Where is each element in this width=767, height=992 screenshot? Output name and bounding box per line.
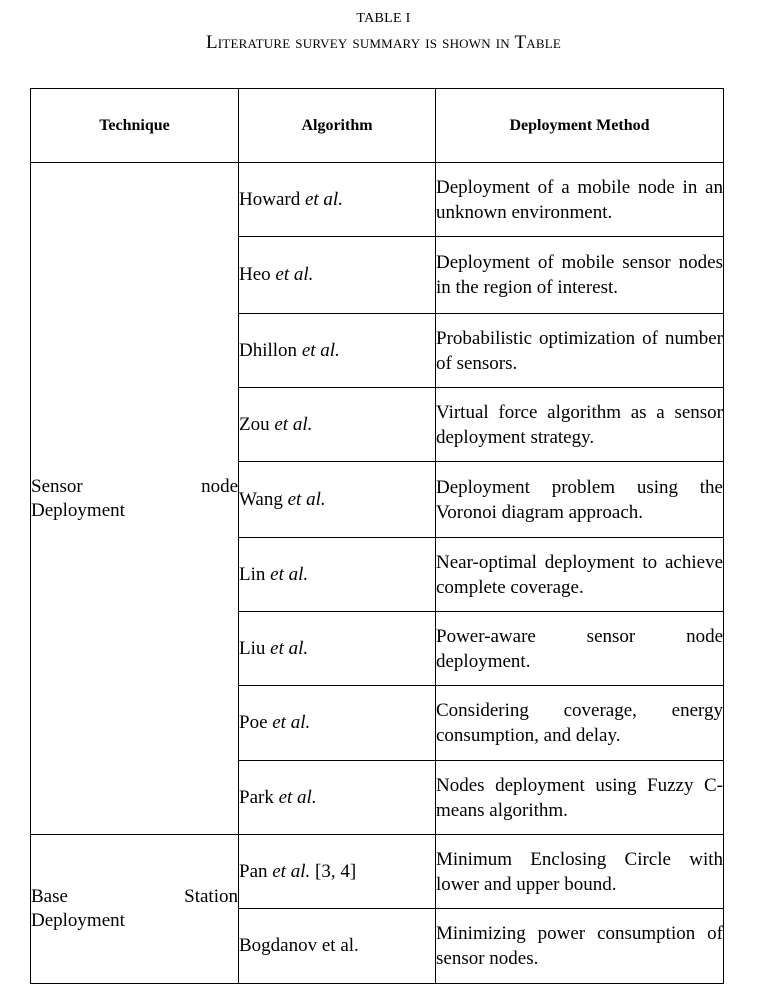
deployment-method-cell xyxy=(436,612,724,686)
deployment-method-cell xyxy=(436,462,724,538)
algorithm-etal: et al. xyxy=(270,563,309,585)
technique-label xyxy=(31,885,238,933)
deployment-method-cell xyxy=(436,314,724,388)
deployment-method-text: Deployment of a mobile node in an unknown environment. xyxy=(436,176,723,223)
algorithm-author: Howard xyxy=(239,188,301,210)
algorithm-author: Poe xyxy=(239,712,268,733)
technique-line-1 xyxy=(31,885,238,909)
algorithm-author: Bogdanov et al. xyxy=(239,935,359,956)
algorithm-cell xyxy=(239,909,436,984)
algorithm-etal: et al. xyxy=(272,712,311,733)
algorithm-cell xyxy=(239,388,436,462)
algorithm-reference: [3, 4] xyxy=(315,860,357,882)
technique-line-1 xyxy=(31,475,238,499)
algorithm-cell xyxy=(239,761,436,835)
deployment-method-cell xyxy=(436,538,724,612)
algorithm-cell xyxy=(239,538,436,612)
technique-word-2: node xyxy=(201,475,238,497)
algorithm-etal: et al. xyxy=(287,488,326,510)
algorithm-cell xyxy=(239,835,436,909)
algorithm-author: Lin xyxy=(239,563,266,585)
deployment-method-text: Probabilistic optimization of number of sensors. xyxy=(436,327,723,374)
deployment-method-text: Deployment problem using the Voronoi diagram approach. xyxy=(436,476,723,523)
deployment-method-cell xyxy=(436,909,724,984)
algorithm-cell xyxy=(239,462,436,538)
deployment-method-text: Near-optimal deployment to achieve complete coverage. xyxy=(436,551,723,598)
algorithm-author: Liu xyxy=(239,637,266,659)
technique-line-2: Deployment xyxy=(31,910,125,931)
deployment-method-cell xyxy=(436,163,724,237)
technique-word-2: Station xyxy=(184,886,238,907)
algorithm-etal: et al. xyxy=(278,786,317,808)
algorithm-cell xyxy=(239,237,436,314)
technique-word-1: Sensor xyxy=(31,475,83,497)
deployment-method-text: Considering coverage, energy consumption, and delay. xyxy=(436,700,723,746)
deployment-method-cell xyxy=(436,835,724,909)
algorithm-etal: et al. xyxy=(301,339,340,361)
algorithm-author: Heo xyxy=(239,264,271,285)
algorithm-cell xyxy=(239,612,436,686)
technique-label xyxy=(31,475,238,523)
deployment-method-text: Minimizing power consumption of sensor nodes. xyxy=(436,923,723,969)
table-number: TABLE I xyxy=(356,11,411,26)
header-technique: Technique xyxy=(31,89,239,163)
deployment-method-cell xyxy=(436,388,724,462)
table-body xyxy=(31,163,724,984)
deployment-method-text: Deployment of mobile sensor nodes in the region of interest. xyxy=(436,252,723,298)
technique-cell xyxy=(31,835,239,984)
algorithm-author: Pan xyxy=(239,860,268,882)
deployment-method-text: Nodes deployment using Fuzzy C- means algorithm. xyxy=(436,774,723,821)
literature-survey-table xyxy=(30,88,724,984)
algorithm-author: Wang xyxy=(239,488,283,510)
deployment-method-cell xyxy=(436,237,724,314)
technique-cell xyxy=(31,163,239,835)
header-row xyxy=(31,89,724,163)
table-title: Literature survey summary is shown in Table xyxy=(205,32,562,53)
algorithm-cell xyxy=(239,314,436,388)
algorithm-etal: et al. xyxy=(272,860,311,882)
deployment-method-text: Virtual force algorithm as a sensor deployment strategy. xyxy=(436,401,723,448)
algorithm-cell xyxy=(239,686,436,761)
deployment-method-text: Power-aware sensor node deployment. xyxy=(436,625,723,672)
technique-line-2: Deployment xyxy=(31,499,125,521)
header-deployment-method: Deployment Method xyxy=(436,89,724,163)
algorithm-etal: et al. xyxy=(270,637,309,659)
algorithm-etal: et al. xyxy=(304,188,343,210)
algorithm-cell xyxy=(239,163,436,237)
deployment-method-cell xyxy=(436,761,724,835)
technique-word-1: Base xyxy=(31,886,68,907)
algorithm-author: Dhillon xyxy=(239,339,298,361)
deployment-method-text: Minimum Enclosing Circle with lower and upper bound. xyxy=(436,848,723,895)
header-algorithm: Algorithm xyxy=(239,89,436,163)
algorithm-etal: et al. xyxy=(274,413,313,435)
algorithm-author: Zou xyxy=(239,413,270,435)
algorithm-author: Park xyxy=(239,786,274,808)
table-row xyxy=(31,835,724,909)
table-row xyxy=(31,163,724,237)
deployment-method-cell xyxy=(436,686,724,761)
algorithm-etal: et al. xyxy=(275,264,314,285)
